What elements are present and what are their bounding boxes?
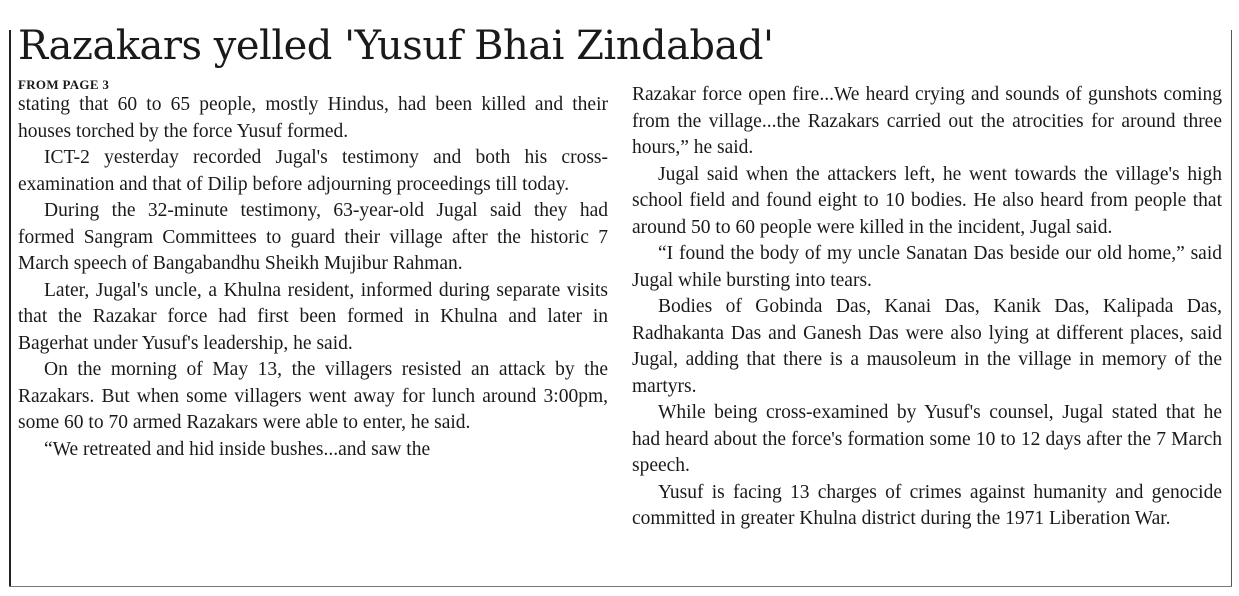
paragraph: Jugal said when the attackers left, he went towards the village's high school field and found eight to 10 bodies. He also heard from people that around 50 to 60 people were killed in the incident, Jugal said.: [632, 163, 1222, 238]
bottom-border-rule: [9, 586, 1232, 587]
dateline: FROM PAGE 3: [18, 77, 110, 92]
paragraph: While being cross-examined by Yusuf's counsel, Jugal stated that he had heard about the force's formation some 10 to 12 days after the 7 March speech.: [632, 402, 1222, 476]
paragraph: ICT-2 yesterday recorded Jugal's testimony and both his cross-examination and that of Dilip before adjourning proceedings till today.: [18, 147, 608, 195]
article-column-left: [18, 77, 608, 463]
paragraph: Razakar force open fire...We heard crying and sounds of gunshots coming from the village...the Razakars carried out the atrocities for around three hours,” he said.: [632, 84, 1222, 158]
article-column-right: [632, 82, 1222, 533]
right-border-rule: [1231, 30, 1232, 586]
paragraph: “We retreated and hid inside bushes...and saw the: [44, 438, 431, 460]
paragraph: Later, Jugal's uncle, a Khulna resident, informed during separate visits that the Razakar force had first been formed in Khulna and later in Bagerhat under Yusuf's leadership, he said.: [18, 279, 608, 354]
left-border-rule: [9, 30, 11, 586]
paragraph: stating that 60 to 65 people, mostly Hindus, had been killed and their houses torched by the force Yusuf formed.: [18, 94, 608, 142]
paragraph: “I found the body of my uncle Sanatan Das beside our old home,” said Jugal while bursting into tears.: [632, 243, 1222, 291]
paragraph: Yusuf is facing 13 charges of crimes against humanity and genocide committed in greater Khulna district during the 1971 Liberation War.: [632, 481, 1222, 529]
paragraph: On the morning of May 13, the villagers resisted an attack by the Razakars. But when some villagers went away for lunch around 3:00pm, some 60 to 70 armed Razakars were able to enter, he said.: [18, 359, 608, 433]
paragraph: During the 32-minute testimony, 63-year-old Jugal said they had formed Sangram Committees to guard their village after the historic 7 March speech of Bangabandhu Sheikh Mujibur Rahman.: [18, 200, 608, 274]
paragraph: Bodies of Gobinda Das, Kanai Das, Kanik Das, Kalipada Das, Radhakanta Das and Ganesh Das were also lying at different places, said Jugal, adding that there is a mausoleum in the village in memory of the martyrs.: [632, 296, 1222, 397]
article-headline: Razakars yelled 'Yusuf Bhai Zindabad': [18, 23, 774, 69]
